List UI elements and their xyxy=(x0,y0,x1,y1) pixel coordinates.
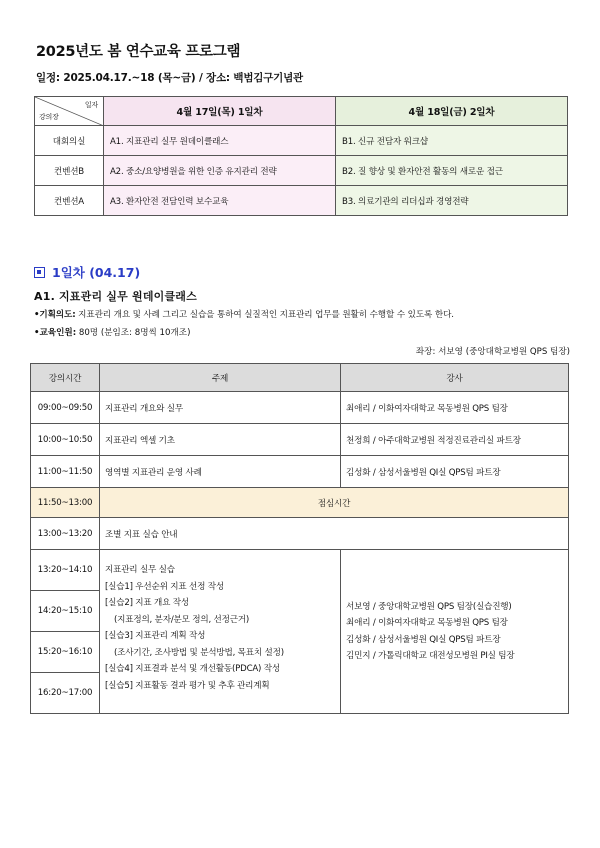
row-topic: 영역별 지표관리 운영 사례 xyxy=(100,456,341,488)
purpose-label: •기획의도: xyxy=(34,310,76,320)
session-topic-line: 지표관리 실무 실습 xyxy=(105,565,175,575)
session-speaker: 김성화 / 삼성서울병원 QI실 QPS팀 파트장 xyxy=(346,634,501,645)
row-time: 10:00~10:50 xyxy=(31,424,100,456)
lunch-row xyxy=(31,488,569,518)
session-topic-line: [실습4] 지표결과 분석 및 개선활동(PDCA) 작성 xyxy=(105,664,280,674)
corner-room-label: 강의장 xyxy=(39,113,59,121)
row-speaker: 김성화 / 삼성서울병원 QI실 QPS팀 파트장 xyxy=(341,456,569,488)
session-speakers xyxy=(341,550,569,714)
room-name: 대회의실 xyxy=(35,126,104,156)
overview-row xyxy=(35,156,568,186)
corner-date-label: 일자 xyxy=(84,101,98,109)
row-time: 13:00~13:20 xyxy=(31,518,100,550)
course-purpose xyxy=(34,308,454,320)
row-time: 11:00~11:50 xyxy=(31,456,100,488)
table-row xyxy=(31,424,569,456)
section-title: 1일차 (04.17) xyxy=(52,265,141,280)
day1-course: A1. 지표관리 실무 원데이클래스 xyxy=(104,126,336,156)
day2-course: B1. 신규 전담자 워크샵 xyxy=(336,126,568,156)
session-speaker: 김민지 / 가톨릭대학교 대전성모병원 PI실 팀장 xyxy=(346,651,515,661)
room-name: 컨벤션A xyxy=(35,186,104,216)
row-speaker: 천정희 / 아주대학교병원 적정진료관리실 파트장 xyxy=(341,424,569,456)
course-title: A1. 지표관리 실무 원데이클래스 xyxy=(34,290,197,303)
course-people xyxy=(34,326,190,338)
session-speaker: 최애리 / 이화여자대학교 목동병원 QPS 팀장 xyxy=(346,618,508,628)
overview-row xyxy=(35,186,568,216)
room-name: 컨벤션B xyxy=(35,156,104,186)
row-time: 09:00~09:50 xyxy=(31,392,100,424)
row-topic: 지표관리 엑셀 기초 xyxy=(100,424,341,456)
day1-course: A3. 환자안전 전담인력 보수교육 xyxy=(104,186,336,216)
table-row xyxy=(31,392,569,424)
row-speaker: 최애리 / 이화여자대학교 목동병원 QPS 팀장 xyxy=(341,392,569,424)
session-time: 16:20~17:00 xyxy=(31,673,100,714)
table-row xyxy=(31,518,569,550)
square-bullet-icon xyxy=(34,267,45,278)
session-time: 15:20~16:10 xyxy=(31,632,100,673)
overview-corner-cell xyxy=(35,97,104,126)
people-label: •교육인원: xyxy=(34,328,77,338)
overview-row xyxy=(35,126,568,156)
row-topic: 지표관리 개요와 실무 xyxy=(100,392,341,424)
session-topic-line: (조사기간, 조사방법 및 분석방법, 목표치 설정) xyxy=(114,647,284,658)
schedule-header-row xyxy=(31,364,569,392)
header-topic: 주제 xyxy=(100,364,341,392)
overview-table xyxy=(34,96,568,216)
lunch-time: 11:50~13:00 xyxy=(31,488,100,518)
section-heading xyxy=(34,263,140,281)
chair-info: 좌장: 서보영 (중앙대학교병원 QPS 팀장) xyxy=(415,347,570,357)
day2-course: B3. 의료기관의 리더십과 경영전략 xyxy=(336,186,568,216)
day2-course: B2. 질 향상 및 환자안전 활동의 새로운 접근 xyxy=(336,156,568,186)
session-time: 13:20~14:10 xyxy=(31,550,100,591)
table-row xyxy=(31,456,569,488)
session-topic-line: [실습3] 지표관리 계획 작성 xyxy=(105,631,206,641)
page-title: 2025년도 봄 연수교육 프로그램 xyxy=(36,44,241,60)
schedule-table xyxy=(30,363,569,714)
header-speaker: 강사 xyxy=(341,364,569,392)
session-topic-line: [실습5] 지표활동 결과 평가 및 추후 관리계획 xyxy=(105,680,270,691)
header-time: 강의시간 xyxy=(31,364,100,392)
day2-header: 4월 18일(금) 2일차 xyxy=(336,97,568,126)
day1-header: 4월 17일(목) 1일차 xyxy=(104,97,336,126)
session-time: 14:20~15:10 xyxy=(31,591,100,632)
schedule-info: 일정: 2025.04.17.~18 (목~금) / 장소: 백범김구기념관 xyxy=(36,72,303,84)
session-row xyxy=(31,550,569,591)
lunch-label: 점심시간 xyxy=(100,488,569,518)
row-topic: 조별 지표 실습 안내 xyxy=(100,518,569,550)
session-topics xyxy=(100,550,341,714)
people-text: 80명 (분임조: 8명씩 10개조) xyxy=(76,328,191,338)
day1-course: A2. 중소/요양병원을 위한 인증 유지관리 전략 xyxy=(104,156,336,186)
session-topic-line: [실습1] 우선순위 지표 선정 작성 xyxy=(105,581,224,592)
session-speaker: 서보영 / 중앙대학교병원 QPS 팀장(실습진행) xyxy=(346,601,512,612)
session-topic-line: (지표정의, 분자/분모 정의, 선정근거) xyxy=(114,614,250,625)
session-topic-line: [실습2] 지표 개요 작성 xyxy=(105,598,189,608)
purpose-text: 지표관리 개요 및 사례 그리고 실습을 통하여 실질적인 지표관리 업무를 원활히 수행할 수 있도록 한다. xyxy=(75,310,454,320)
